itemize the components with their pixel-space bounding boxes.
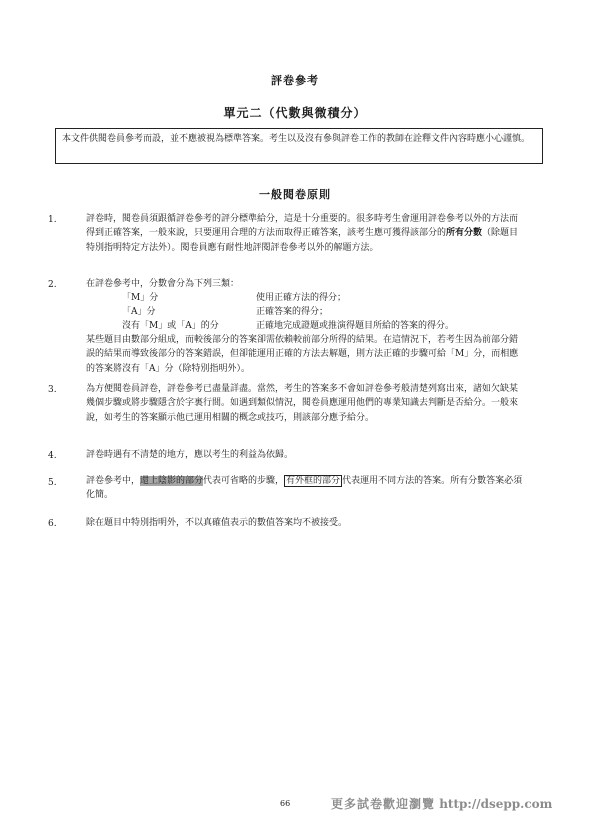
- item-text-part: 代表可省略的步驟，: [203, 476, 285, 486]
- mark-category-label: 「A」分: [122, 307, 156, 317]
- document-title: 評卷參考: [271, 74, 319, 87]
- item-number: 3.: [48, 385, 57, 395]
- emphasis-text: 所有分數: [446, 228, 483, 239]
- watermark-url: http://dsepp.com: [439, 797, 553, 811]
- shaded-example: 還上陰影的部分: [140, 476, 204, 486]
- notice-box: 本文件供閱卷員參考而設，並不應被視為標準答案。考生以及沒有參與評卷工作的教師在詮釋文件內容時應小心謹慎。: [55, 128, 543, 164]
- mark-category-label: 沒有「M」或「A」的分: [122, 321, 219, 331]
- item-text: 評卷時遇有不清楚的地方，應以考生的利益為依歸。: [86, 450, 294, 460]
- boxed-example: 有外框的部分: [286, 476, 341, 486]
- mark-category-desc: 使用正確方法的得分；: [256, 293, 347, 303]
- item-text: [86, 212, 526, 255]
- item-text: 為方便閱卷員評卷，評卷參考已盡量詳盡。當然，考生的答案多不會如評卷參考般清楚列寫出來，諸如欠缺某幾個步驟或將步驟隱含於字裏行間。如遇到類似情況，閱卷員應運用他們的專業知識去判斷是否給分。一般來說，如考生的答案顯示他已運用相關的概念或技巧，則該部分應予給分。: [86, 384, 519, 423]
- mark-category-desc: 正確地完成證題或推演得題目所給的答案的得分。: [256, 321, 455, 331]
- item-number: 5.: [48, 478, 57, 488]
- watermark: [331, 795, 552, 812]
- item-number: 4.: [48, 451, 57, 461]
- item-intro: 在評卷參考中，分數會分為下列三類：: [86, 279, 240, 289]
- section-heading: 一般閱卷原則: [259, 188, 331, 201]
- item-text-part: 代表運用不同方法的答案。所有分數答案必須化簡。: [86, 476, 523, 501]
- item-text-part: 評卷參考中，: [86, 476, 141, 486]
- item-number: 6.: [48, 519, 57, 529]
- page-number: 66: [280, 799, 291, 808]
- mark-category-desc: 正確答案的得分；: [256, 307, 329, 317]
- item-text-part: （除題目特別指明特定方法外）。閱卷員應有耐性地評閱評卷參考以外的解題方法。: [86, 228, 519, 253]
- item-text: [86, 474, 526, 503]
- item-text: 某些題目由數部分組成，而較後部分的答案卻需依賴較前部分所得的結果。在這情況下，若考生因為前部分錯誤的結果而導致後部分的答案錯誤，但卻能運用正確的方法去解題，則方法正確的步驟可給「M」分，而相應的答案將沒有「A」分（除特別指明外）。: [86, 335, 519, 374]
- item-text-part: 評卷時，閱卷員須跟循評卷參考的評分標準給分，這是十分重要的。很多時考生會運用評卷參考以外的方法而得到正確答案，一般來說，只要運用合理的方法而取得正確答案，該考生應可獲得該部分的: [86, 214, 519, 239]
- item-number: 2.: [48, 280, 57, 290]
- watermark-text: 更多試卷歡迎瀏覽: [331, 797, 436, 811]
- document-subtitle: 單元二（代數與微積分）: [223, 106, 367, 120]
- item-text: 除在題目中特別指明外，不以真確值表示的數值答案均不被接受。: [86, 518, 348, 528]
- mark-category-label: 「M」分: [122, 293, 159, 303]
- item-number: 1.: [48, 215, 57, 225]
